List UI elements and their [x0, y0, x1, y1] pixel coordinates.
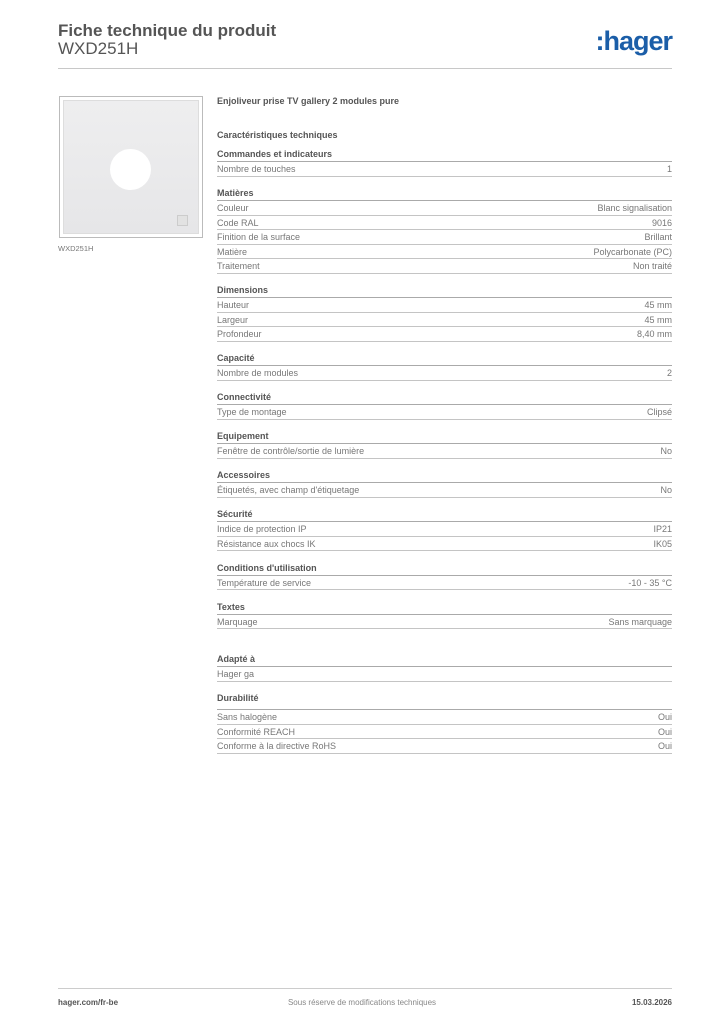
- spec-value: Polycarbonate (PC): [593, 246, 672, 257]
- spec-label: Résistance aux chocs IK: [217, 538, 316, 549]
- spec-section: [217, 147, 672, 177]
- spec-section: [217, 468, 672, 498]
- spec-row: [217, 162, 672, 177]
- spec-row: [217, 216, 672, 231]
- spec-row: [217, 245, 672, 260]
- spec-label: Conforme à la directive RoHS: [217, 741, 337, 751]
- page-title: Fiche technique du produit: [58, 21, 277, 40]
- spec-value: Oui: [657, 712, 672, 722]
- section-title: Conditions d'utilisation: [217, 561, 672, 576]
- spec-value: No: [660, 446, 672, 456]
- hager-logo: :hager: [595, 26, 672, 56]
- spec-label: Sans halogène: [217, 712, 278, 722]
- spec-label: Fenêtre de contrôle/sortie de lumière: [217, 446, 365, 456]
- section-title: Textes: [217, 600, 672, 615]
- spec-section: [217, 186, 672, 274]
- spec-row: [217, 576, 672, 591]
- section-title: Dimensions: [217, 283, 672, 298]
- spec-value: Non traité: [632, 261, 672, 271]
- spec-row: [217, 230, 672, 245]
- spec-label: Traitement: [217, 261, 260, 271]
- spec-value: IP21: [653, 524, 672, 534]
- spec-value: 45 mm: [644, 300, 672, 310]
- footer-website-link[interactable]: hager.com/fr-be: [58, 998, 119, 1007]
- product-reference: WXD251H: [58, 39, 139, 58]
- spec-value: Brillant: [644, 232, 672, 242]
- spec-label: Marquage: [217, 616, 258, 627]
- footer-date: 15.03.2026: [631, 998, 672, 1007]
- spec-row: [217, 522, 672, 537]
- spec-sections: [217, 147, 672, 754]
- spec-value: -10 - 35 °C: [628, 577, 672, 588]
- spec-label: Étiquetés, avec champ d'étiquetage: [217, 485, 360, 495]
- spec-section: [217, 351, 672, 381]
- spec-section: [217, 691, 672, 754]
- spec-content: [217, 94, 672, 754]
- product-name: Enjoliveur prise TV gallery 2 modules pure: [217, 96, 400, 106]
- spec-row: [217, 667, 672, 682]
- characteristics-title: Caractéristiques techniques: [217, 130, 338, 140]
- label-mark: [177, 215, 188, 226]
- spec-value: Oui: [657, 726, 672, 737]
- header-divider: [58, 68, 672, 69]
- spec-label: Température de service: [217, 577, 312, 588]
- spec-value: Blanc signalisation: [597, 203, 672, 213]
- spec-row: [217, 444, 672, 459]
- spec-row: [217, 483, 672, 498]
- tv-socket-hole: [110, 149, 151, 190]
- spec-label: Largeur: [217, 314, 249, 325]
- spec-label: Type de montage: [217, 407, 287, 417]
- spec-label: Nombre de modules: [217, 368, 299, 378]
- section-title: Equipement: [217, 429, 672, 444]
- section-title: Matières: [217, 186, 672, 201]
- spec-value: IK05: [653, 538, 672, 549]
- spec-row: [217, 366, 672, 381]
- spec-label: Finition de la surface: [217, 232, 301, 242]
- spec-label: Indice de protection IP: [217, 524, 307, 534]
- spec-label: Nombre de touches: [217, 164, 296, 174]
- section-title: Durabilité: [217, 691, 672, 710]
- spec-label: Hager ga: [217, 669, 255, 679]
- image-caption: WXD251H: [58, 244, 94, 253]
- spec-label: Couleur: [217, 203, 249, 213]
- spec-value: Clipsé: [646, 407, 672, 417]
- spec-section: [217, 652, 672, 682]
- spec-section: [217, 600, 672, 630]
- spec-section: [217, 561, 672, 591]
- section-title: Adapté à: [217, 652, 672, 667]
- spec-row: [217, 313, 672, 328]
- section-title: Capacité: [217, 351, 672, 366]
- spec-row: [217, 327, 672, 342]
- spec-section: [217, 507, 672, 551]
- spec-row: [217, 739, 672, 754]
- spec-row: [217, 405, 672, 420]
- spec-value: 1: [666, 164, 672, 174]
- spec-value: 45 mm: [644, 314, 672, 325]
- spec-row: [217, 298, 672, 313]
- spec-value: 2: [666, 368, 672, 378]
- section-title: Commandes et indicateurs: [217, 147, 672, 162]
- spec-value: No: [660, 485, 672, 495]
- spec-row: [217, 259, 672, 274]
- spec-label: Conformité REACH: [217, 726, 296, 737]
- spec-label: Hauteur: [217, 300, 250, 310]
- cover-plate: [63, 100, 199, 234]
- section-title: Connectivité: [217, 390, 672, 405]
- section-title: Sécurité: [217, 507, 672, 522]
- spec-value: Sans marquage: [608, 616, 672, 627]
- footer-disclaimer: Sous réserve de modifications techniques: [287, 998, 437, 1007]
- spec-row: [217, 710, 672, 725]
- product-image: [59, 96, 203, 238]
- spec-section: [217, 283, 672, 342]
- spec-row: [217, 615, 672, 630]
- spec-section: [217, 429, 672, 459]
- footer-divider: [58, 988, 672, 989]
- spec-label: Code RAL: [217, 217, 259, 228]
- spec-label: Profondeur: [217, 329, 262, 339]
- spec-label: Matière: [217, 246, 248, 257]
- spec-value: Oui: [657, 741, 672, 751]
- spec-row: [217, 201, 672, 216]
- spec-row: [217, 725, 672, 740]
- spec-row: [217, 537, 672, 552]
- spec-value: 9016: [651, 217, 672, 228]
- section-title: Accessoires: [217, 468, 672, 483]
- spec-value: 8,40 mm: [636, 329, 672, 339]
- spec-section: [217, 390, 672, 420]
